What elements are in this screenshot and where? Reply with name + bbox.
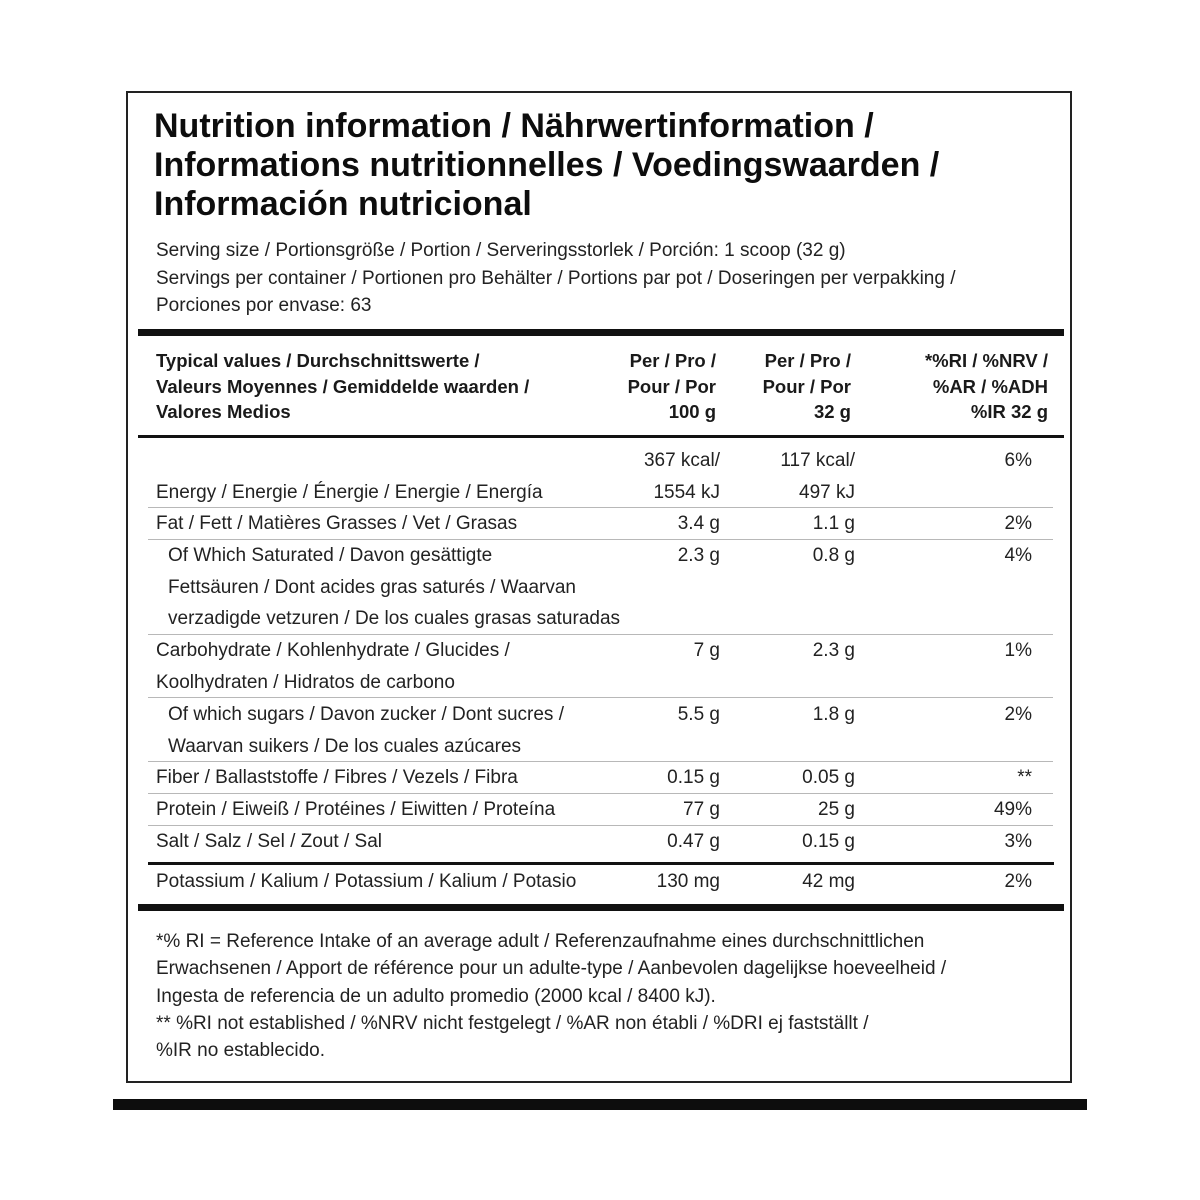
fat-ri: 2% xyxy=(1004,513,1032,534)
nutrition-panel xyxy=(126,91,1072,1083)
saturated-per32: 0.8 g xyxy=(812,545,855,566)
footnote-line: %IR no establecido. xyxy=(156,1040,325,1062)
protein-per100: 77 g xyxy=(683,799,720,820)
carbohydrate-label: Carbohydrate / Kohlenhydrate / Glucides / xyxy=(156,640,510,661)
footnote-line: ** %RI not established / %NRV nicht festgelegt / %AR non établi / %DRI ej fastställt / xyxy=(156,1012,869,1034)
potassium-ri: 2% xyxy=(1004,871,1032,892)
divider-thick-bottom xyxy=(138,904,1064,911)
energy-ri: 6% xyxy=(1004,450,1032,471)
fiber-per32: 0.05 g xyxy=(802,767,855,788)
servings-per-container-cont: Porciones por envase: 63 xyxy=(156,295,372,316)
header-line: Typical values / Durchschnittswerte / xyxy=(156,350,480,371)
title-line: Nutrition information / Nährwertinformation / xyxy=(154,107,874,145)
header-line: %AR / %ADH xyxy=(932,375,1048,397)
serving-info xyxy=(156,237,1046,320)
header-line: Valeurs Moyennes / Gemiddelde waarden / xyxy=(156,375,530,397)
header-line: *%RI / %NRV / xyxy=(924,350,1048,371)
footnote-line: *% RI = Reference Intake of an average adult / Referenzaufnahme eines durchschnittlichen xyxy=(156,931,925,952)
footnote-line: Erwachsenen / Apport de référence pour un adulte-type / Aanbevolen dagelijkse hoeveelheid / xyxy=(156,958,947,980)
protein-label: Protein / Eiweiß / Protéines / Eiwitten / Proteína xyxy=(156,799,556,820)
fiber-per100: 0.15 g xyxy=(667,767,720,788)
sugars-label: Waarvan suikers / De los cuales azúcares xyxy=(168,735,522,757)
sugars-ri: 2% xyxy=(1004,704,1032,725)
page-title xyxy=(154,107,1034,224)
divider-potassium xyxy=(148,862,1054,865)
header-line: Valores Medios xyxy=(156,401,291,422)
header-typical-values xyxy=(156,348,529,425)
header-line: %IR 32 g xyxy=(970,401,1048,422)
header-per-100g xyxy=(628,348,716,425)
salt-per100: 0.47 g xyxy=(667,831,720,852)
sugars-per32: 1.8 g xyxy=(812,704,855,725)
header-per-32g xyxy=(763,348,851,425)
energy-label: Energy / Energie / Énergie / Energie / Energía xyxy=(156,481,543,503)
serving-size: Serving size / Portionsgröße / Portion / Serveringsstorlek / Porción: 1 scoop (32 g) xyxy=(156,240,846,261)
salt-per32: 0.15 g xyxy=(802,831,855,852)
sugars-label: Of which sugars / Davon zucker / Dont sucres / xyxy=(168,704,564,725)
fat-label: Fat / Fett / Matières Grasses / Vet / Grasas xyxy=(156,513,518,534)
saturated-per100: 2.3 g xyxy=(677,545,720,566)
header-line: Per / Pro / xyxy=(629,350,716,371)
energy-per32-kcal: 117 kcal/ xyxy=(780,450,855,471)
title-line: Informations nutritionnelles / Voedingswaarden / xyxy=(154,146,940,184)
salt-ri: 3% xyxy=(1004,831,1032,852)
row-separator xyxy=(148,697,1053,698)
protein-ri: 49% xyxy=(993,799,1032,820)
footnote-line: Ingesta de referencia de un adulto promedio (2000 kcal / 8400 kJ). xyxy=(156,985,716,1007)
header-line: 32 g xyxy=(813,401,851,422)
potassium-per32: 42 mg xyxy=(802,871,855,892)
saturated-label: Of Which Saturated / Davon gesättigte xyxy=(168,545,493,566)
energy-per100-kcal: 367 kcal/ xyxy=(643,450,720,471)
header-line: Per / Pro / xyxy=(764,350,851,371)
saturated-label: verzadigde vetzuren / De los cuales grasas saturadas xyxy=(168,608,621,629)
fiber-label: Fiber / Ballaststoffe / Fibres / Vezels / Fibra xyxy=(156,767,518,788)
title-line: Información nutricional xyxy=(154,185,532,223)
saturated-label: Fettsäuren / Dont acides gras saturés / Waarvan xyxy=(168,576,576,598)
divider-header xyxy=(138,435,1064,438)
header-line: Pour / Por xyxy=(762,375,851,397)
footnote xyxy=(156,928,1056,1064)
servings-per-container: Servings per container / Portionen pro Behälter / Portions par pot / Doseringen per verpakking / xyxy=(156,267,956,289)
salt-label: Salt / Salz / Sel / Zout / Sal xyxy=(156,831,382,852)
potassium-per100: 130 mg xyxy=(656,871,720,892)
header-reference-intake xyxy=(925,348,1048,425)
fat-per100: 3.4 g xyxy=(677,513,720,534)
protein-per32: 25 g xyxy=(818,799,855,820)
header-line: Pour / Por xyxy=(627,375,716,397)
carbohydrate-ri: 1% xyxy=(1004,640,1032,661)
energy-per100-kj: 1554 kJ xyxy=(653,481,720,503)
bottom-bar xyxy=(113,1099,1087,1110)
carbohydrate-label: Koolhydraten / Hidratos de carbono xyxy=(156,671,455,693)
header-line: 100 g xyxy=(668,401,716,422)
fiber-ri: ** xyxy=(1017,767,1032,788)
carbohydrate-per32: 2.3 g xyxy=(812,640,855,661)
sugars-per100: 5.5 g xyxy=(677,704,720,725)
divider-thick xyxy=(138,329,1064,336)
fat-per32: 1.1 g xyxy=(812,513,855,534)
energy-per32-kj: 497 kJ xyxy=(799,481,855,503)
carbohydrate-per100: 7 g xyxy=(693,640,720,661)
saturated-ri: 4% xyxy=(1004,545,1032,566)
potassium-label: Potassium / Kalium / Potassium / Kalium / Potasio xyxy=(156,871,577,892)
